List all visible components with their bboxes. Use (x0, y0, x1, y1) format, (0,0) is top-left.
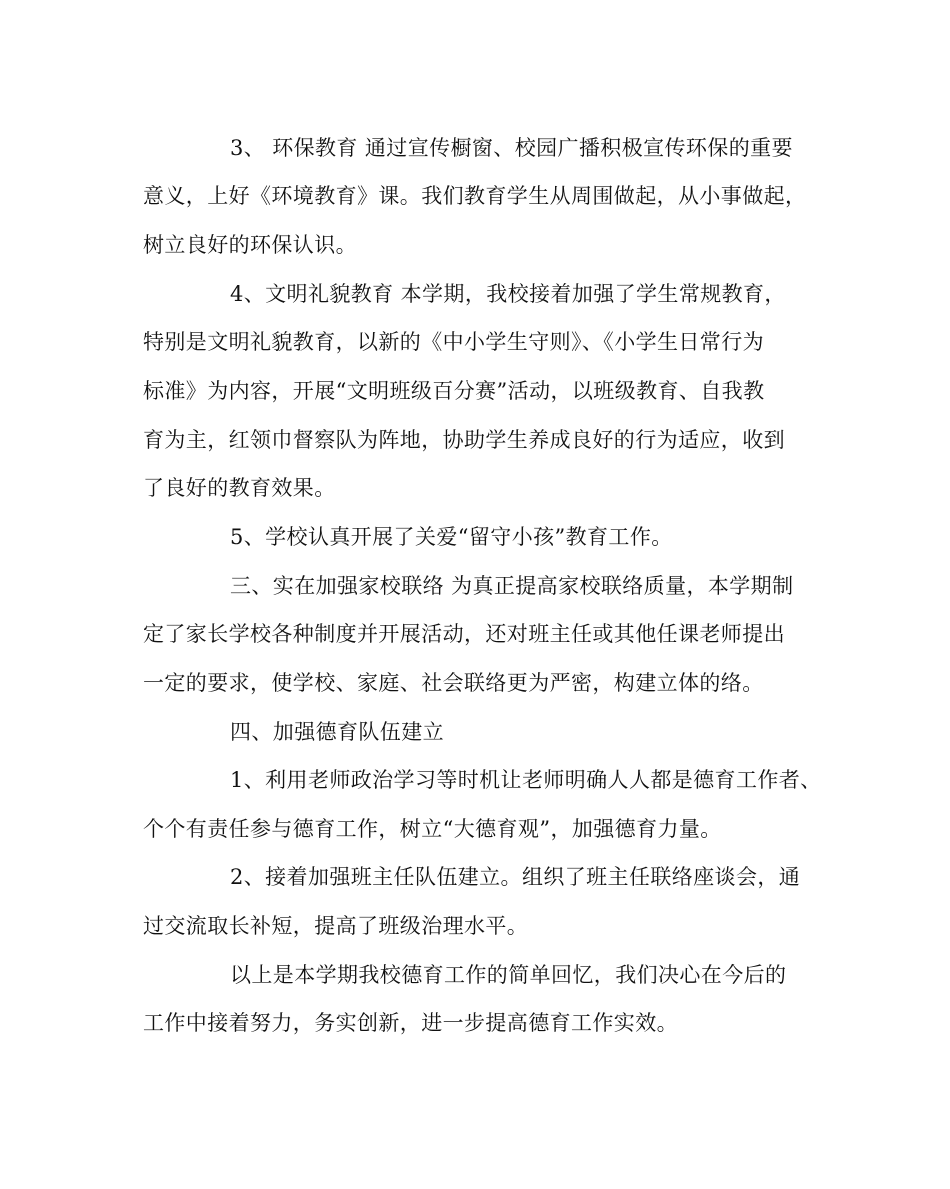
text-line: 标准》为内容，开展“文明班级百分赛”活动，以班级教育、自我教 (143, 379, 765, 403)
text-line: 育为主，红领巾督察队为阵地，协助学生养成良好的行为适应，收到 (143, 428, 785, 452)
text-line: 了良好的教育效果。 (143, 476, 336, 500)
text-line: 5、学校认真开展了关爱“留守小孩”教育工作。 (230, 525, 673, 549)
text-line: 1、利用老师政治学习等时机让老师明确人人都是德育工作者、 (230, 768, 822, 792)
text-line: 意义，上好《环境教育》课。我们教育学生从周围做起，从小事做起， (143, 184, 807, 208)
text-line: 工作中接着努力，务实创新，进一步提高德育工作实效。 (143, 1011, 678, 1035)
text-line: 一定的要求，使学校、家庭、社会联络更为严密，构建立体的络。 (143, 671, 764, 695)
text-line: 树立良好的环保认识。 (143, 233, 357, 257)
text-line: 3、 环保教育 通过宣传橱窗、校园广播积极宣传环保的重要 (230, 136, 793, 160)
text-line: 以上是本学期我校德育工作的简单回忆，我们决心在今后的 (230, 963, 787, 987)
text-line: 2、接着加强班主任队伍建立。组织了班主任联络座谈会，通 (230, 865, 801, 889)
text-line: 个个有责任参与德育工作，树立“大德育观”，加强德育力量。 (143, 817, 722, 841)
text-line: 4、文明礼貌教育 本学期，我校接着加强了学生常规教育， (230, 282, 786, 306)
text-line: 三、实在加强家校联络 为真正提高家校联络质量，本学期制 (230, 574, 794, 598)
section-heading: 四、加强德育队伍建立 (230, 720, 444, 744)
text-line: 定了家长学校各种制度并开展活动，还对班主任或其他任课老师提出 (143, 622, 785, 646)
text-line: 过交流取长补短，提高了班级治理水平。 (143, 914, 529, 938)
text-line: 特别是文明礼貌教育，以新的《中小学生守则》、《小学生日常行为 (143, 330, 764, 354)
